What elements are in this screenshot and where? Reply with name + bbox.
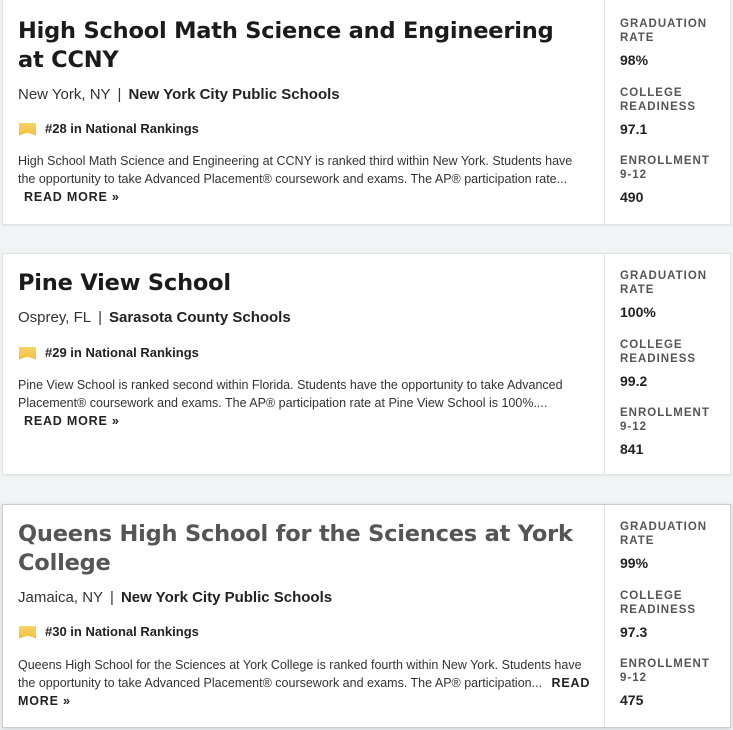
enrollment-value: 475 — [620, 692, 644, 708]
enrollment-value: 490 — [620, 189, 644, 205]
district-link[interactable]: New York City Public Schools — [128, 86, 340, 103]
graduation-rate-value: 99% — [620, 555, 649, 571]
school-location-line — [18, 588, 332, 608]
college-readiness-stat — [620, 589, 710, 641]
school-stats — [604, 0, 730, 224]
read-more-link[interactable]: READ MORE » — [18, 676, 591, 708]
enrollment-stat — [620, 406, 720, 458]
graduation-rate-label: GRADUATION RATE — [620, 270, 708, 296]
college-readiness-label: COLLEGE READINESS — [620, 339, 697, 365]
school-location: Jamaica, NY — [18, 589, 104, 606]
school-card — [2, 504, 731, 728]
separator: | — [98, 309, 102, 326]
school-stats — [604, 254, 730, 474]
college-readiness-stat — [620, 86, 710, 138]
graduation-rate-stat — [620, 269, 715, 321]
graduation-rate-value: 100% — [620, 304, 656, 320]
college-readiness-stat — [620, 338, 710, 390]
college-readiness-label: COLLEGE READINESS — [620, 590, 697, 616]
school-location: Osprey, FL — [18, 309, 92, 326]
enrollment-label: ENROLLMENT 9-12 — [620, 658, 710, 684]
national-rank[interactable] — [19, 344, 199, 362]
national-rank-label: #28 in National Rankings — [45, 121, 199, 136]
college-readiness-value: 97.1 — [620, 121, 648, 137]
national-rank-label: #30 in National Rankings — [45, 624, 199, 639]
graduation-rate-label: GRADUATION RATE — [620, 18, 708, 44]
national-rank-label: #29 in National Rankings — [45, 345, 199, 360]
school-location-line — [18, 85, 340, 105]
graduation-rate-stat — [620, 520, 715, 572]
school-card — [2, 253, 731, 475]
school-name-link[interactable]: High School Math Science and Engineering at CCNY — [18, 18, 554, 73]
school-name-link[interactable]: Pine View School — [18, 270, 231, 296]
college-readiness-value: 97.3 — [620, 624, 648, 640]
school-description — [18, 656, 593, 710]
read-more-link[interactable]: READ MORE » — [24, 414, 120, 428]
national-rank[interactable] — [19, 623, 199, 641]
enrollment-label: ENROLLMENT 9-12 — [620, 155, 710, 181]
college-readiness-label: COLLEGE READINESS — [620, 87, 697, 113]
district-link[interactable]: Sarasota County Schools — [108, 309, 291, 326]
school-location-line — [18, 308, 291, 328]
read-more-link[interactable]: READ MORE » — [24, 190, 120, 204]
college-readiness-value: 99.2 — [620, 373, 648, 389]
enrollment-stat — [620, 657, 720, 709]
graduation-rate-stat — [620, 17, 715, 69]
enrollment-stat — [620, 154, 720, 206]
graduation-rate-value: 98% — [620, 52, 649, 68]
school-name-link[interactable]: Queens High School for the Sciences at York College — [18, 521, 573, 576]
medal-icon — [19, 123, 36, 136]
school-description-text: High School Math Science and Engineering at CCNY is ranked third within New York. Students have the opportunity to take Advanced Placement® coursework and exams. The AP® participation rate... — [18, 154, 573, 186]
national-rank[interactable] — [19, 120, 199, 138]
school-stats — [604, 505, 730, 727]
enrollment-value: 841 — [620, 441, 644, 457]
separator: | — [110, 589, 114, 606]
medal-icon — [19, 626, 36, 639]
enrollment-label: ENROLLMENT 9-12 — [620, 407, 710, 433]
school-description — [18, 376, 593, 430]
graduation-rate-label: GRADUATION RATE — [620, 521, 708, 547]
school-description-text: Pine View School is ranked second within Florida. Students have the opportunity to take Advanced Placement® coursework and exams. The AP® participation rate at Pine View School is 100%.... — [18, 378, 563, 410]
school-location: New York, NY — [18, 86, 111, 103]
district-link[interactable]: New York City Public Schools — [120, 589, 333, 606]
school-description — [18, 152, 593, 206]
school-description-text: Queens High School for the Sciences at York College is ranked fourth within New York. Students have the opportunity to take Advanced Placement® coursework and exams. The AP® participation... — [18, 658, 582, 690]
school-card — [2, 0, 731, 225]
separator: | — [117, 86, 122, 103]
medal-icon — [19, 347, 36, 360]
